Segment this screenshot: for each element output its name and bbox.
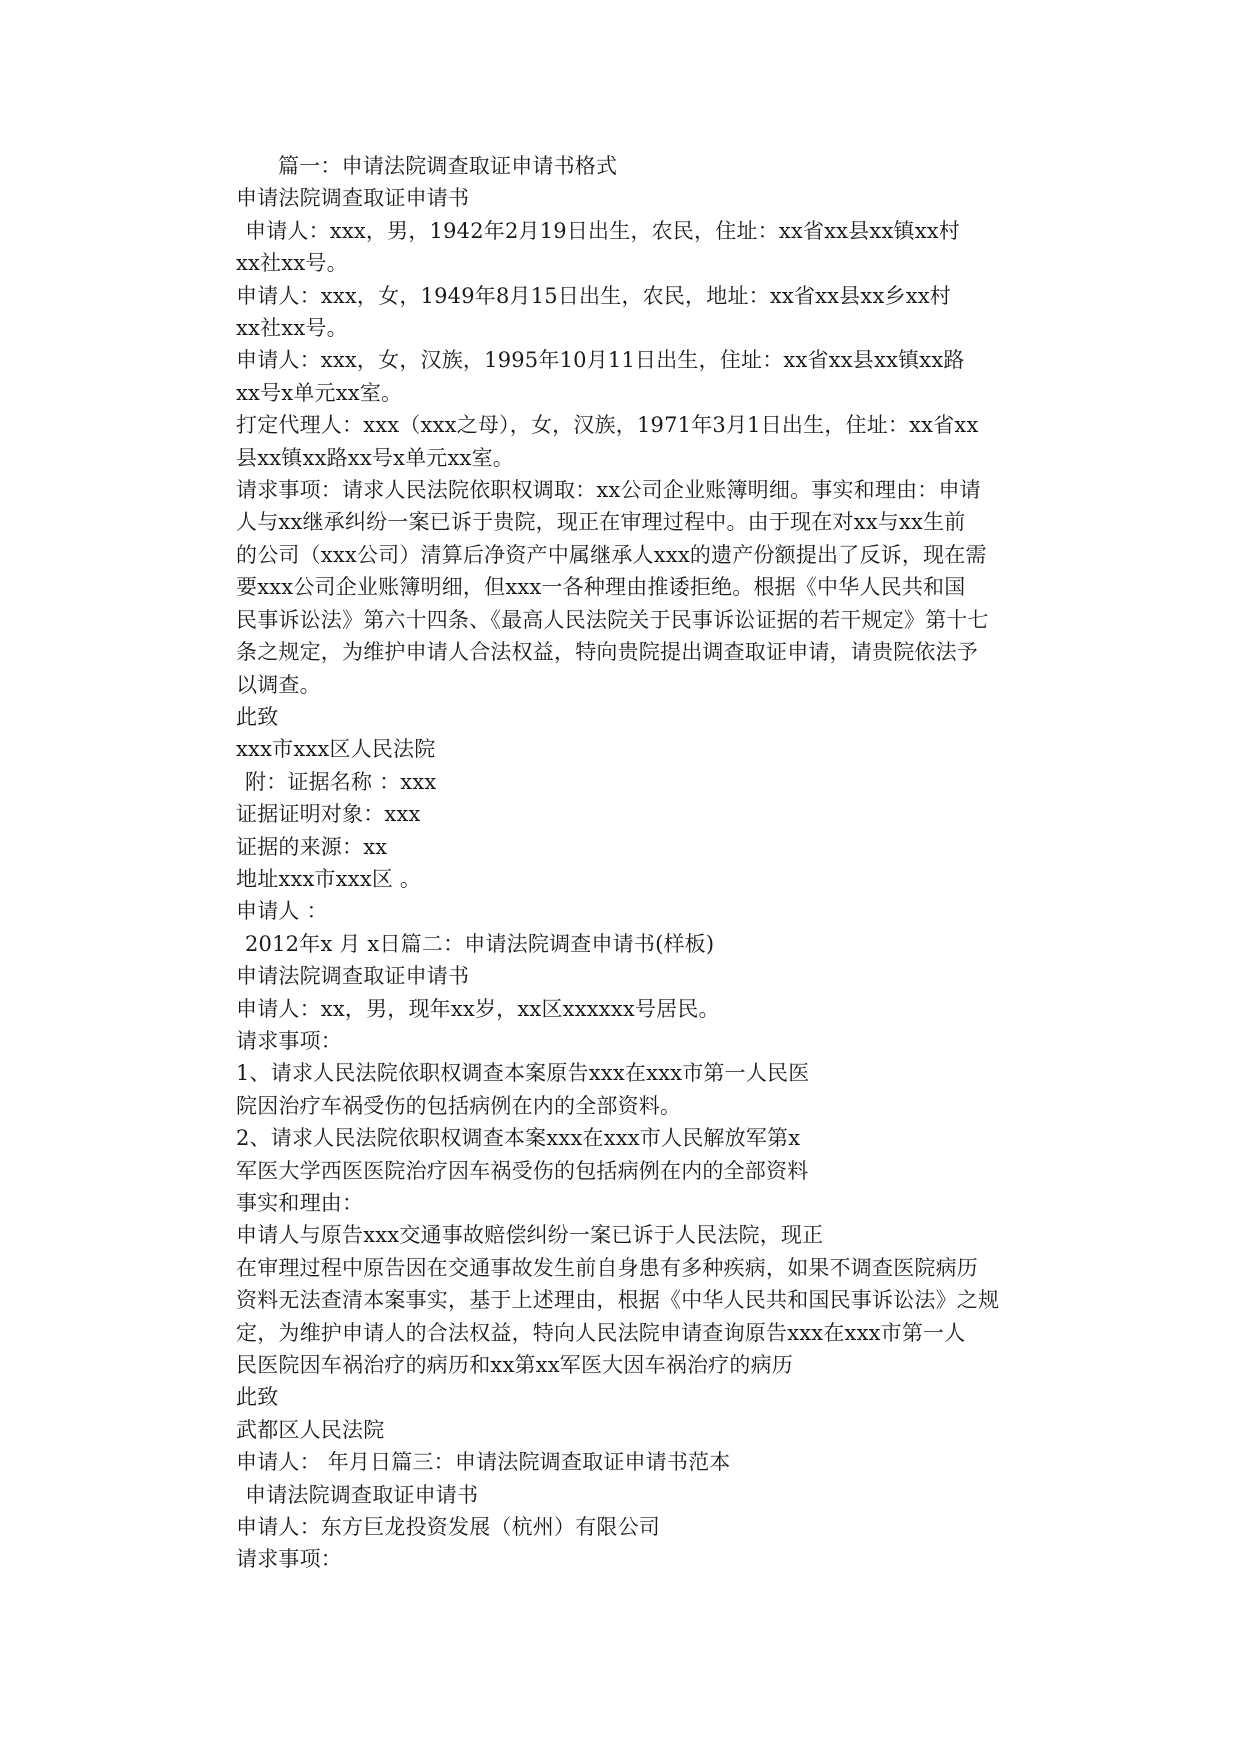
text-line: 申请法院调查取证申请书 <box>236 186 470 211</box>
text-line: xx号x单元xx室。 <box>236 380 403 405</box>
text-line: 军医大学西医医院治疗因车祸受伤的包括病例在内的全部资料 <box>236 1158 809 1183</box>
text-line: 篇一：申请法院调查取证申请书格式 <box>278 154 618 178</box>
text-line: 申请人与原告xxx交通事故赔偿纠纷一案已诉于人民法院，现正 <box>236 1223 824 1248</box>
text-line: 2、请求人民法院依职权调查本案xxx在xxx市人民解放军第x <box>236 1126 801 1151</box>
text-line: 的公司（xxx公司）清算后净资产中属继承人xxx的遗产份额提出了反诉，现在需 <box>236 542 987 567</box>
text-line: 武都区人民法院 <box>236 1417 385 1442</box>
text-line: 资料无法查清本案事实，基于上述理由，根据《中华人民共和国民事诉讼法》之规 <box>236 1288 1000 1313</box>
text-line: 此致 <box>236 1385 279 1410</box>
text-line: 申请法院调查取证申请书 <box>236 964 470 989</box>
text-line: 县xx镇xx路xx号x单元xx室。 <box>236 445 514 470</box>
text-line: 申请人：xxx，女，汉族，1995年10月11日出生，住址：xx省xx县xx镇xx路 <box>236 348 965 373</box>
text-line: 此致 <box>236 704 279 729</box>
text-line: 以调查。 <box>236 672 321 697</box>
text-line: 证据的来源：xx <box>236 834 388 859</box>
text-line: 民医院因车祸治疗的病历和xx第xx军医大因车祸治疗的病历 <box>236 1353 793 1378</box>
text-line: 申请人 ： <box>236 899 328 924</box>
document-body <box>236 150 1011 1576</box>
text-line: 条之规定，为维护申请人合法权益，特向贵院提出调查取证申请，请贵院依法予 <box>236 640 978 665</box>
text-line: xx社xx号。 <box>236 316 348 341</box>
text-line: 事实和理由： <box>236 1191 364 1215</box>
text-line: 申请人：东方巨龙投资发展（杭州）有限公司 <box>236 1515 660 1540</box>
text-line: 申请人：xx，男，现年xx岁，xx区xxxxxx号居民。 <box>236 996 720 1021</box>
text-line: 打定代理人：xxx（xxx之母），女，汉族，1971年3月1日出生，住址：xx省xx <box>236 413 979 438</box>
text-line: 1、请求人民法院依职权调查本案原告xxx在xxx市第一人民医 <box>236 1061 810 1086</box>
text-line: 附：证据名称 ：xxx <box>245 769 437 794</box>
text-line: 2012年x 月 x日篇二：申请法院调查申请书(样板) <box>245 931 715 956</box>
text-line: 申请法院调查取证申请书 <box>245 1482 479 1507</box>
text-line: 民事诉讼法》第六十四条、《最高人民法院关于民事诉讼证据的若干规定》第十七 <box>236 607 989 632</box>
text-line: xxx市xxx区人民法院 <box>236 737 436 762</box>
text-line: 申请人：xxx，女，1949年8月15日出生，农民，地址：xx省xx县xx乡xx村 <box>236 283 951 308</box>
text-line: 院因治疗车祸受伤的包括病例在内的全部资料。 <box>236 1093 682 1118</box>
text-line: 申请人： 年月日篇三：申请法院调查取证申请书范本 <box>236 1450 731 1475</box>
text-line: 地址xxx市xxx区 。 <box>236 866 422 891</box>
text-line: 在审理过程中原告因在交通事故发生前自身患有多种疾病，如果不调查医院病历 <box>236 1255 978 1280</box>
text-line: 人与xx继承纠纷一案已诉于贵院，现正在审理过程中。由于现在对xx与xx生前 <box>236 510 966 535</box>
text-line: 证据证明对象：xxx <box>236 802 421 827</box>
text-line: 定，为维护申请人的合法权益，特向人民法院申请查询原告xxx在xxx市第一人 <box>236 1320 966 1345</box>
text-line: 请求事项： <box>236 1028 342 1053</box>
text-line: 请求事项：请求人民法院依职权调取：xx公司企业账簿明细。事实和理由：申请 <box>236 478 981 503</box>
text-line: 请求事项： <box>236 1547 342 1572</box>
text-line: 申请人：xxx，男，1942年2月19日出生，农民，住址：xx省xx县xx镇xx村 <box>245 218 960 243</box>
text-line: 要xxx公司企业账簿明细，但xxx一各种理由推诿拒绝。根据《中华人民共和国 <box>236 575 966 600</box>
text-line: xx社xx号。 <box>236 251 348 276</box>
